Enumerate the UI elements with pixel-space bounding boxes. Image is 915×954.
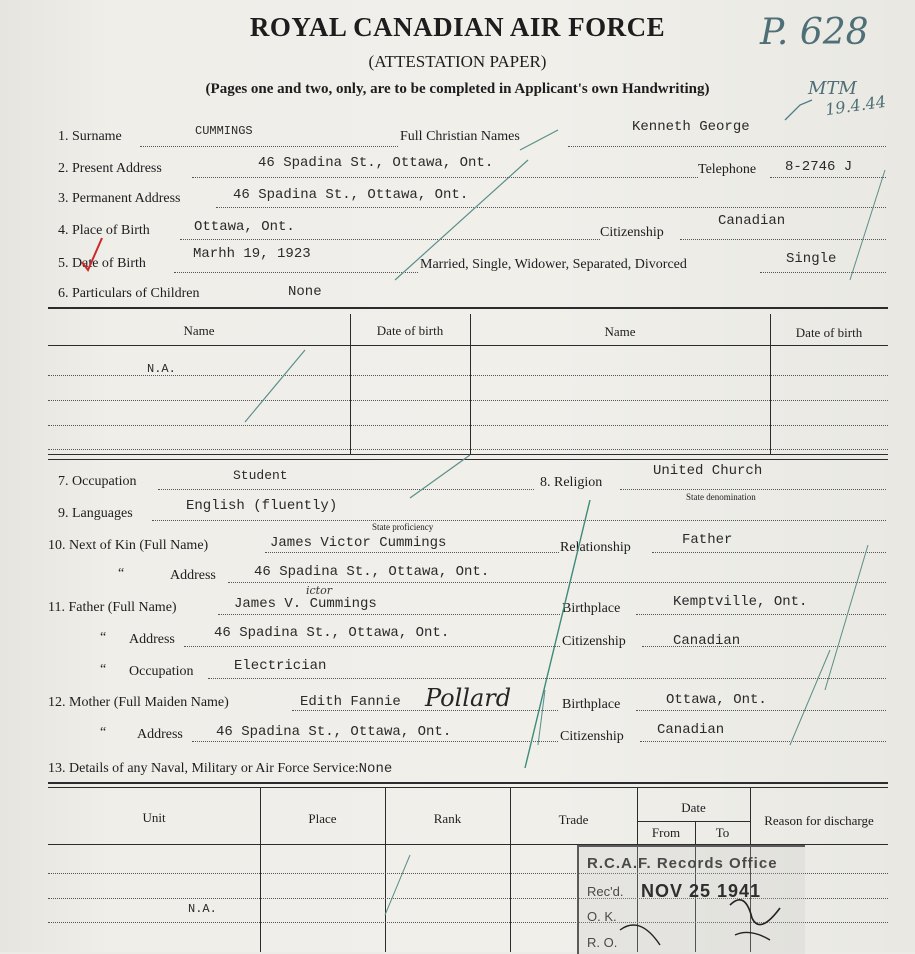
children-header-name: Name <box>183 323 215 338</box>
field-10-label: 10. Next of Kin (Full Name) <box>48 538 209 553</box>
christian-names-label: Full Christian Names <box>400 129 520 144</box>
languages-value: English (fluently) <box>186 498 338 514</box>
children-entry: N.A. <box>147 362 176 376</box>
page-reference: P. 628 <box>760 12 869 53</box>
citizenship-value: Canadian <box>718 213 786 229</box>
stamp-ok: O. K. <box>587 909 617 924</box>
mother-address-value: 46 Spadina St., Ottawa, Ont. <box>216 724 452 740</box>
father-name-insert: ictor <box>306 584 332 597</box>
service-header-rank: Rank <box>433 811 462 826</box>
children-header-name-2: Name <box>604 324 636 339</box>
father-citizenship-value: Canadian <box>673 633 741 649</box>
field-6-label: 6. Particulars of Children <box>58 286 200 301</box>
children-header-dob: Date of birth <box>376 323 444 338</box>
father-address-label: Address <box>129 632 175 647</box>
field-1-label: 1. Surname <box>58 129 122 144</box>
mother-citizenship-value: Canadian <box>657 722 725 738</box>
document-subtitle: (ATTESTATION PAPER) <box>368 52 547 71</box>
kin-address-label: Address <box>170 568 216 583</box>
instruction-line: (Pages one and two, only, are to be completed in Applicant's own Handwriting) <box>205 81 710 97</box>
religion-value: United Church <box>653 463 763 479</box>
father-birthplace-label: Birthplace <box>562 601 621 616</box>
field-2-label: 2. Present Address <box>58 161 162 176</box>
present-address-value: 46 Spadina St., Ottawa, Ont. <box>258 155 494 171</box>
ditto-10b: “ <box>118 566 125 581</box>
father-citizenship-label: Citizenship <box>562 634 626 649</box>
kin-address-value: 46 Spadina St., Ottawa, Ont. <box>254 564 490 580</box>
date-annotation: 19.4.44 <box>823 91 888 120</box>
mother-name-value: Edith Fannie <box>300 694 401 710</box>
ditto-11b: “ <box>100 630 107 645</box>
mother-address-label: Address <box>137 727 183 742</box>
mother-surname-handwritten: Pollard <box>425 684 512 712</box>
field-9-label: 9. Languages <box>58 506 133 521</box>
relationship-value: Father <box>682 532 733 548</box>
stamp-received-date: NOV 25 1941 <box>641 881 762 901</box>
service-header-from: From <box>651 825 681 840</box>
field-4-label: 4. Place of Birth <box>58 223 150 238</box>
religion-note: State denomination <box>686 492 756 502</box>
records-office-stamp <box>577 845 805 954</box>
document-title: ROYAL CANADIAN AIR FORCE <box>249 12 666 42</box>
surname-value: CUMMINGS <box>195 124 253 138</box>
relationship-label: Relationship <box>560 540 631 555</box>
father-birthplace-value: Kemptville, Ont. <box>673 594 808 610</box>
marital-status-value: Single <box>786 251 837 267</box>
service-header-to: To <box>715 825 730 840</box>
languages-note: State proficiency <box>372 522 434 532</box>
ditto-12b: “ <box>100 725 107 740</box>
place-of-birth-value: Ottawa, Ont. <box>194 219 295 235</box>
mother-birthplace-value: Ottawa, Ont. <box>666 692 767 708</box>
initials-annotation: MTM <box>808 78 857 99</box>
father-name-value: James V. Cummings <box>234 596 377 612</box>
christian-names-value: Kenneth George <box>632 119 750 135</box>
date-of-birth-value: Marhh 19, 1923 <box>193 246 311 262</box>
father-occupation-value: Electrician <box>234 658 327 674</box>
permanent-address-value: 46 Spadina St., Ottawa, Ont. <box>233 187 469 203</box>
service-header-trade: Trade <box>558 812 589 827</box>
service-header-date: Date <box>681 800 706 815</box>
occupation-value: Student <box>233 468 288 483</box>
field-5-label: 5. Date of Birth <box>58 256 146 271</box>
field-12-label: 12. Mother (Full Maiden Name) <box>48 695 229 710</box>
field-11-label: 11. Father (Full Name) <box>48 600 177 615</box>
marital-status-label: Married, Single, Widower, Separated, Divorced <box>420 257 687 272</box>
father-occupation-label: Occupation <box>129 664 194 679</box>
mother-birthplace-label: Birthplace <box>562 697 621 712</box>
religion-label: 8. Religion <box>540 475 603 490</box>
children-header-dob-2: Date of birth <box>795 325 863 340</box>
telephone-value: 8-2746 J <box>785 159 853 175</box>
stamp-line-1: R.C.A.F. Records Office <box>587 855 778 872</box>
field-13-label: 13. Details of any Naval, Military or Air Force Service:None <box>48 761 393 777</box>
telephone-label: Telephone <box>698 162 757 177</box>
father-address-value: 46 Spadina St., Ottawa, Ont. <box>214 625 450 641</box>
stamp-ro: R. O. <box>587 935 618 950</box>
children-value: None <box>288 284 322 300</box>
citizenship-label: Citizenship <box>600 225 664 240</box>
service-entry: N.A. <box>188 902 217 916</box>
service-header-unit: Unit <box>142 810 166 825</box>
service-value: None <box>358 761 393 777</box>
next-of-kin-value: James Victor Cummings <box>270 535 447 551</box>
stamp-received-label: Rec'd. <box>587 884 624 899</box>
field-7-label: 7. Occupation <box>58 474 137 489</box>
ditto-11c: “ <box>100 662 107 677</box>
service-header-place: Place <box>308 811 337 826</box>
mother-citizenship-label: Citizenship <box>560 729 624 744</box>
field-3-label: 3. Permanent Address <box>58 191 181 206</box>
service-header-reason: Reason for discharge <box>764 813 874 828</box>
